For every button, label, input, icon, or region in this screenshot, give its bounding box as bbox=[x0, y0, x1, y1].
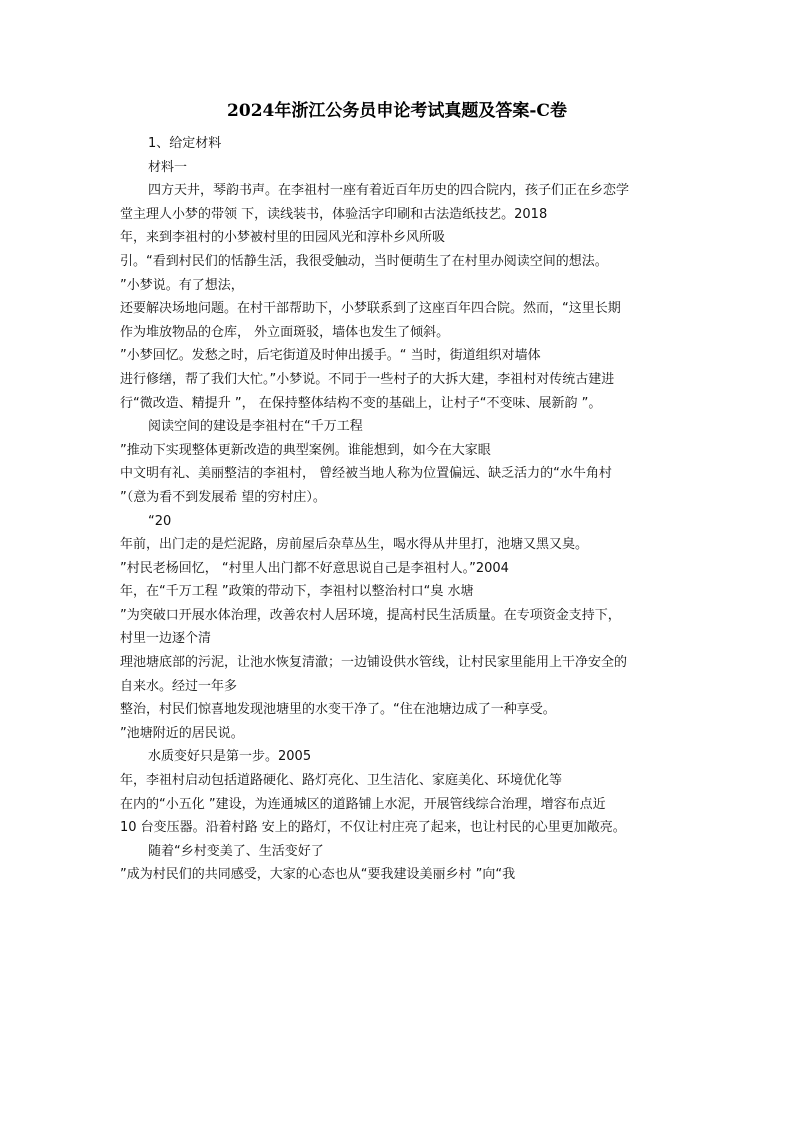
text-line: 还要解决场地问题。在村干部帮助下，小梦联系到了这座百年四合院。然而，“这里长期 bbox=[120, 301, 621, 317]
text-line: 作为堆放物品的仓库， 外立面斑驳，墙体也发生了倾斜。 bbox=[120, 324, 450, 340]
text-line: 阅读空间的建设是李祖村在“千万工程 bbox=[148, 419, 363, 435]
text-line: 引。“看到村民们的恬静生活，我很受触动，当时便萌生了在村里办阅读空间的想法。 bbox=[120, 253, 608, 269]
document-body bbox=[120, 132, 680, 887]
document-title: 2024年浙江公务员申论考试真题及答案-C卷 bbox=[227, 101, 567, 121]
text-line: 1、给定材料 bbox=[148, 136, 222, 151]
text-line: 在内的“小五化 ”建设，为连通城区的道路铺上水泥，开展管线综合治理，增容布点近 bbox=[120, 796, 606, 812]
text-line: 四方天井，琴韵书声。在李祖村一座有着近百年历史的四合院内，孩子们正在乡恋学 bbox=[148, 183, 630, 199]
text-line: ”推动下实现整体更新改造的典型案例。谁能想到，如今在大家眼 bbox=[120, 442, 491, 458]
text-line: ”为突破口开展水体治理，改善农村人居环境，提高村民生活质量。在专项资金支持下， bbox=[120, 607, 621, 623]
text-line: 自来水。经过一年多 bbox=[120, 678, 238, 694]
text-line: 中文明有礼、美丽整洁的李祖村， 曾经被当地人称为位置偏远、缺乏活力的“水牛角村 bbox=[120, 466, 612, 482]
text-line: 堂主理人小梦的带领 下，读线装书，体验活字印刷和古法造纸技艺。2018 bbox=[120, 206, 548, 222]
text-line: 年，来到李祖村的小梦被村里的田园风光和淳朴乡风所吸 bbox=[120, 230, 446, 246]
text-line: 年前，出门走的是烂泥路，房前屋后杂草丛生，喝水得从井里打，池塘又黑又臭。 bbox=[120, 537, 589, 553]
text-line: 整治，村民们惊喜地发现池塘里的水变干净了。“住在池塘边成了一种享受。 bbox=[120, 702, 556, 718]
text-line: 10 台变压器。沿着村路 安上的路灯，不仅让村庄亮了起来，也让村民的心里更加敞亮。 bbox=[120, 820, 626, 836]
text-line: 理池塘底部的污泥，让池水恢复清澈；一边铺设供水管线，让村民家里能用上干净安全的 bbox=[120, 655, 628, 671]
text-line: “20 bbox=[148, 513, 172, 529]
text-line: ”（意为看不到发展希 望的穷村庄）。 bbox=[120, 489, 326, 505]
text-line: ”池塘附近的居民说。 bbox=[120, 725, 244, 741]
text-line: 材料一 bbox=[148, 159, 188, 175]
text-line: 村里一边逐个清 bbox=[120, 631, 212, 647]
text-line: 随着“乡村变美了、生活变好了 bbox=[148, 843, 324, 859]
text-line: ”小梦回忆。发愁之时，后宅街道及时伸出援手。“ 当时，街道组织对墙体 bbox=[120, 348, 541, 364]
text-line: ”成为村民们的共同感受，大家的心态也从“要我建设美丽乡村 ”向“我 bbox=[120, 867, 516, 883]
text-line: 年，李祖村启动包括道路硬化、路灯亮化、卫生洁化、家庭美化、环境优化等 bbox=[120, 773, 563, 789]
text-line: ”村民老杨回忆， “村里人出门都不好意思说自己是李祖村人。”2004 bbox=[120, 560, 509, 576]
text-line: 进行修缮，帮了我们大忙。”小梦说。不同于一些村子的大拆大建，李祖村对传统古建进 bbox=[120, 371, 615, 387]
text-line: 水质变好只是第一步。2005 bbox=[148, 749, 312, 765]
text-line: ”小梦说。有了想法， bbox=[120, 277, 244, 293]
text-line: 行“微改造、精提升 ”， 在保持整体结构不变的基础上，让村子“不变味、展新韵 ”。 bbox=[120, 395, 602, 411]
text-line: 年，在“千万工程 ”政策的带动下，李祖村以整治村口“臭 水塘 bbox=[120, 584, 474, 600]
